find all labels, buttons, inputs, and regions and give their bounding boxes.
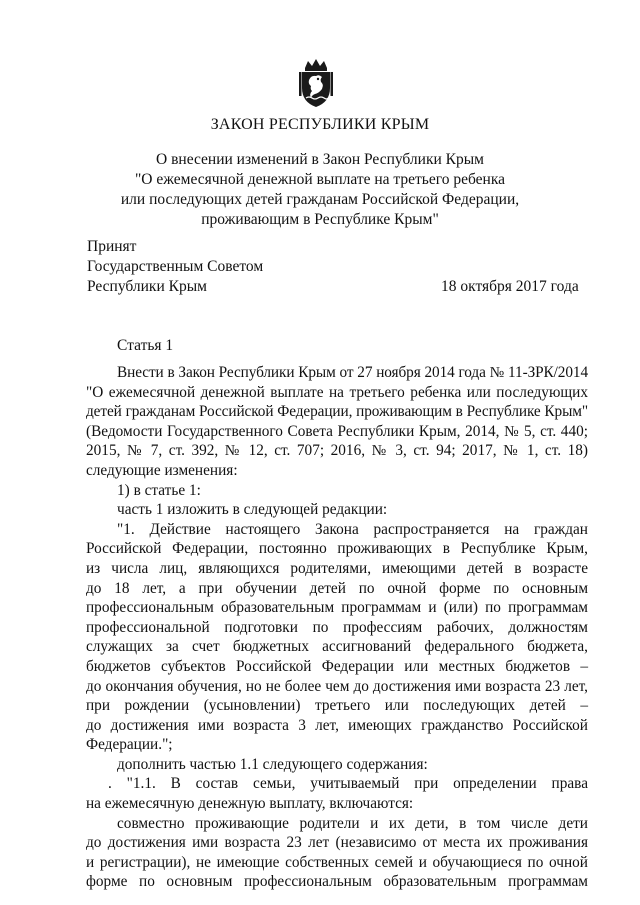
text-line: до достижения ими возраста 3 лет, имеющих гражданство Российской	[86, 716, 588, 734]
text-line: до 18 лет, а при обучении детей по очной форме по основным	[86, 579, 588, 597]
adoption-line: Принят	[87, 238, 137, 255]
subject-line: проживающим в Республике Крым"	[201, 211, 439, 228]
adoption-line: Республики Крым	[87, 278, 207, 295]
text-line: . "1.1. В состав семьи, учитываемый при определении права	[108, 775, 588, 793]
text-line: Российской Федерации, постоянно проживающих в Республике Крым,	[86, 540, 588, 558]
text-line: 1) в статье 1:	[117, 481, 201, 499]
text-line: из числа лиц, являющихся родителями, имеющими детей в возрасте	[86, 559, 588, 577]
text-line: на ежемесячную денежную выплату, включаются:	[86, 795, 414, 813]
article-heading: Статья 1	[117, 337, 174, 354]
text-line: Внести в Закон Республики Крым от 27 ноября 2014 года № 11-ЗРК/2014	[117, 364, 588, 381]
text-line: "О ежемесячной денежной выплате на третьего ребенка или последующих	[86, 383, 588, 401]
text-line: служащих за счет бюджетных ассигнований федерального бюджета,	[86, 638, 588, 656]
text-line: Федерации.";	[86, 736, 173, 754]
text-line: (Ведомости Государственного Совета Республики Крым, 2014, № 5, ст. 440;	[86, 422, 588, 440]
text-line: дополнить частью 1.1 следующего содержания:	[117, 755, 428, 773]
text-line: следующие изменения:	[86, 461, 238, 479]
text-line: до окончания обучения, но не более чем до достижения ими возраста 23 лет,	[86, 677, 588, 695]
text-line: 2015, № 7, ст. 392, № 12, ст. 707; 2016, № 3, ст. 94; 2017, № 1, ст. 18)	[86, 442, 588, 460]
text-line: детей гражданам Российской Федерации, проживающим в Республике Крым"	[86, 403, 588, 421]
crimea-coat-of-arms-icon	[297, 58, 335, 108]
law-subject	[0, 150, 640, 230]
text-line: совместно проживающие родители и их дети, в том числе дети	[117, 814, 588, 832]
text-line: и регистрации), не имеющие собственных семей и обучающиеся по очной	[86, 853, 588, 871]
law-title: ЗАКОН РЕСПУБЛИКИ КРЫМ	[210, 116, 430, 133]
text-line: "1. Действие настоящего Закона распространяется на граждан	[117, 520, 588, 538]
subject-line: О внесении изменений в Закон Республики Крым	[156, 151, 484, 168]
text-line: при рождении (усыновлении) третьего или последующих детей –	[86, 697, 588, 715]
subject-line: или последующих детей гражданам Российской Федерации,	[120, 191, 520, 208]
text-line: форме по основным профессиональным образовательным программам	[86, 873, 588, 891]
subject-line: "О ежемесячной денежной выплате на третьего ребенка	[134, 171, 505, 188]
text-line: профессиональным образовательным программам и (или) по программам	[86, 599, 588, 617]
adoption-line: Государственным Советом	[87, 258, 264, 275]
adoption-block	[87, 237, 263, 297]
text-line: бюджетов субъектов Российской Федерации или местных бюджетов –	[86, 657, 588, 675]
article-body	[86, 363, 588, 892]
text-line: до достижения ими возраста 23 лет (независимо от места их проживания	[86, 834, 588, 852]
text-line: профессиональной подготовки по профессиям рабочих, должностям	[86, 618, 588, 636]
text-line: часть 1 изложить в следующей редакции:	[117, 501, 388, 519]
adoption-date: 18 октября 2017 года	[441, 278, 579, 295]
